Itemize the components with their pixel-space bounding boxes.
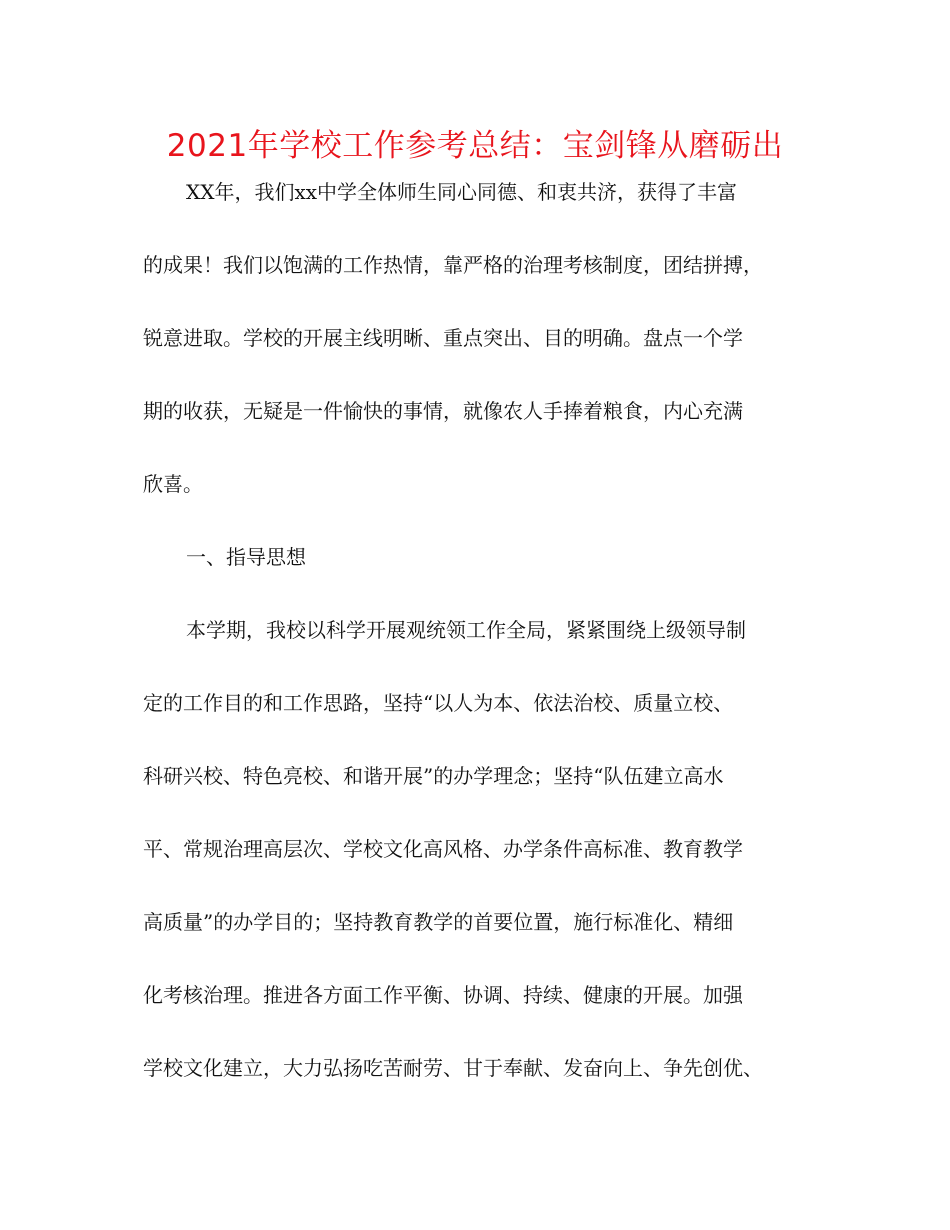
document-body (143, 156, 803, 1105)
paragraph-line: 定的工作目的和工作思路，坚持“以人为本、依法治校、质量立校、 (143, 691, 734, 715)
paragraph-line: 化考核治理。推进各方面工作平衡、协调、持续、健康的开展。加强 (143, 983, 743, 1007)
paragraph-line: 期的收获，无疑是一件愉快的事情，就像农人手捧着粮食，内心充满 (143, 399, 743, 423)
paragraph-line: 本学期，我校以科学开展观统领工作全局，紧紧围绕上级领导制 (186, 618, 746, 642)
paragraph-line: 学校文化建立，大力弘扬吃苦耐劳、甘于奉献、发奋向上、争先创优、 (143, 1056, 763, 1080)
section-heading: 一、指导思想 (186, 545, 306, 569)
paragraph-line: 科研兴校、特色亮校、和谐开展”的办学理念；坚持“队伍建立高水 (143, 764, 724, 788)
paragraph-line: 平、常规治理高层次、学校文化高风格、办学条件高标准、教育教学 (143, 837, 743, 861)
paragraph-line: 高质量”的办学目的；坚持教育教学的首要位置，施行标准化、精细 (143, 910, 734, 934)
paragraph-line: 欣喜。 (143, 472, 203, 496)
paragraph-line: XX年，我们xx中学全体师生同心同德、和衷共济，获得了丰富 (186, 180, 738, 204)
paragraph-line: 的成果！我们以饱满的工作热情，靠严格的治理考核制度，团结拼搏， (143, 253, 763, 277)
document-title: 2021年学校工作参考总结：宝剑锋从磨砺出 (166, 128, 784, 164)
paragraph-line: 锐意进取。学校的开展主线明晰、重点突出、目的明确。盘点一个学 (143, 326, 743, 350)
